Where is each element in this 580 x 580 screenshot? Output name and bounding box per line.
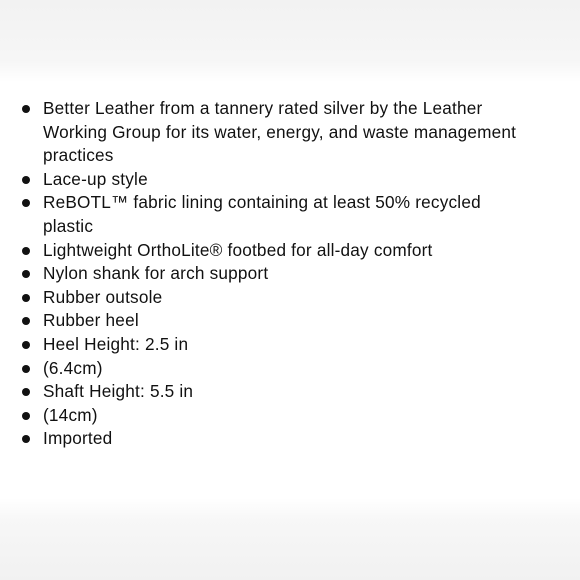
feature-item xyxy=(0,309,580,333)
bullet-icon xyxy=(22,247,30,255)
feature-item xyxy=(0,333,580,357)
bullet-icon xyxy=(22,388,30,396)
feature-text: Shaft Height: 5.5 in xyxy=(43,381,194,402)
bullet-icon xyxy=(22,317,30,325)
feature-item xyxy=(0,427,580,451)
feature-text: Rubber heel xyxy=(43,310,139,331)
feature-item xyxy=(0,286,580,310)
bullet-icon xyxy=(22,294,30,302)
feature-text: (14cm) xyxy=(43,404,98,425)
feature-item xyxy=(0,262,580,286)
feature-item xyxy=(0,357,580,381)
feature-text: Heel Height: 2.5 in xyxy=(43,333,189,354)
bullet-icon xyxy=(22,105,30,113)
bullet-icon xyxy=(22,199,30,207)
bullet-icon xyxy=(22,176,30,184)
feature-text: (6.4cm) xyxy=(43,357,103,378)
feature-item xyxy=(0,191,580,238)
feature-text: Nylon shank for arch support xyxy=(43,263,269,284)
feature-item xyxy=(0,404,580,428)
feature-text: ReBOTL™ fabric lining containing at least 50% recycled plastic xyxy=(43,192,481,236)
feature-text: Lightweight OrthoLite® footbed for all-day comfort xyxy=(43,239,433,260)
bullet-icon xyxy=(22,270,30,278)
feature-item xyxy=(0,380,580,404)
bullet-icon xyxy=(22,412,30,420)
feature-text: Rubber outsole xyxy=(43,286,163,307)
feature-item xyxy=(0,97,580,168)
bullet-icon xyxy=(22,365,30,373)
feature-item xyxy=(0,239,580,263)
feature-text: Lace-up style xyxy=(43,168,148,189)
feature-list xyxy=(0,97,580,451)
feature-item xyxy=(0,168,580,192)
feature-text: Imported xyxy=(43,428,113,449)
bullet-icon xyxy=(22,341,30,349)
bullet-icon xyxy=(22,435,30,443)
feature-text: Better Leather from a tannery rated silver by the Leather Working Group for its water, energy, and waste management practices xyxy=(43,98,517,166)
